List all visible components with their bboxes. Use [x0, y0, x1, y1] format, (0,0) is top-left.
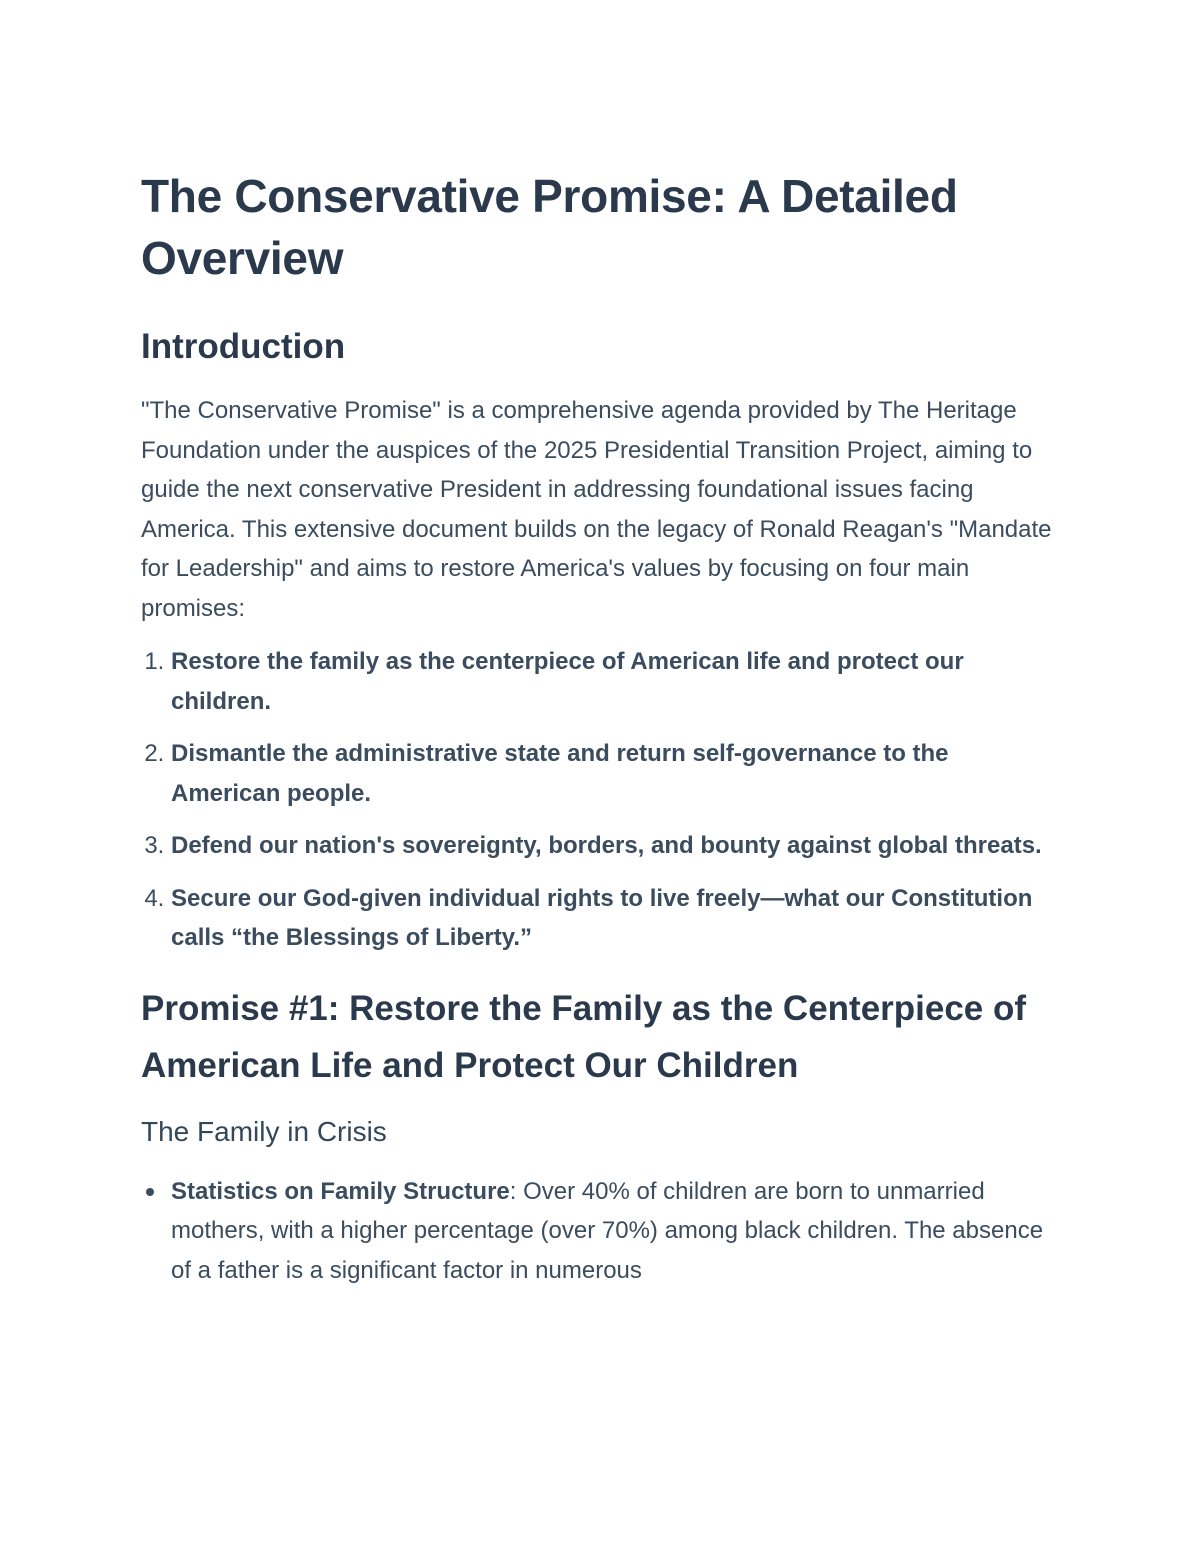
bullet-label: Statistics on Family Structure: [171, 1177, 510, 1205]
bullet-icon: [146, 1188, 154, 1196]
bullet-text: : Over 40% of children are born to unmarried mothers, with a higher percentage (over 70%) among black children. The absence of a father is a significant factor in numerous: [171, 1177, 1044, 1284]
promise-item: 4. Secure our God-given individual rights to live freely—what our Constitution calls “the Blessings of Liberty.”: [171, 879, 1061, 958]
family-bullets-list: [141, 1172, 1061, 1291]
promise-item: 1. Restore the family as the centerpiece of American life and protect our children.: [171, 642, 1061, 721]
list-item: [171, 1172, 1061, 1291]
promises-list: [141, 642, 1061, 958]
document-title: The Conservative Promise: A Detailed Overview: [141, 170, 958, 284]
promise-item: 2. Dismantle the administrative state and return self-governance to the American people.: [171, 734, 1061, 813]
introduction-paragraph: "The Conservative Promise" is a comprehensive agenda provided by The Heritage Foundation under the auspices of the 2025 Presidential Transition Project, aiming to guide the next conservative President in addressing foundational issues facing America. This extensive document builds on the legacy of Ronald Reagan's "Mandate for Leadership" and aims to restore America's values by focusing on four main promises:: [141, 397, 1052, 622]
document-page: [141, 165, 1061, 1290]
introduction-heading: Introduction: [141, 327, 346, 366]
promise-1-heading: Promise #1: Restore the Family as the Centerpiece of American Life and Protect Our Children: [141, 988, 1027, 1085]
family-in-crisis-subheading: The Family in Crisis: [141, 1115, 387, 1147]
promise-item: 3. Defend our nation's sovereignty, borders, and bounty against global threats.: [171, 826, 1061, 866]
